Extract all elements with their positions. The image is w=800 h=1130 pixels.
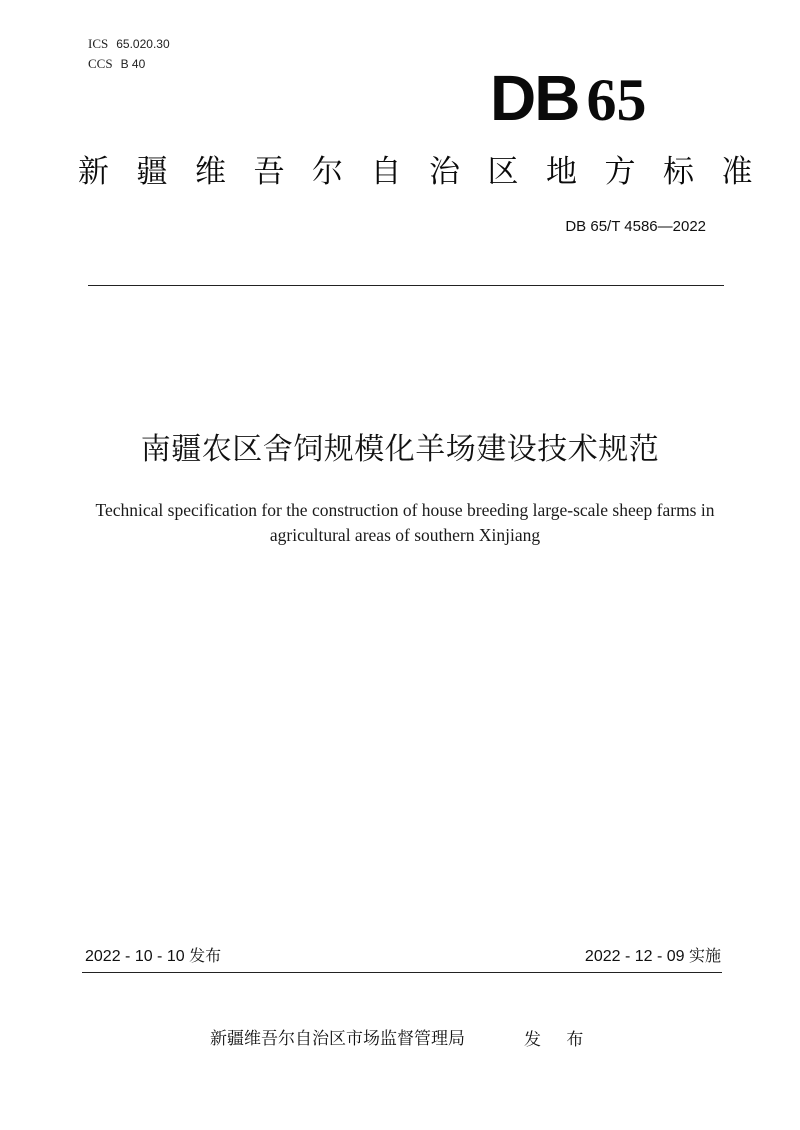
db-logo (490, 62, 647, 134)
ccs-code: B 40 (120, 57, 146, 71)
issue-date: 2022 - 10 - 10 发布 (85, 948, 222, 965)
publish-action: 发 布 (524, 1030, 594, 1050)
header-divider (88, 285, 724, 286)
ccs-label: CCS (88, 56, 113, 71)
db-letters: DB (490, 62, 579, 134)
title-chinese: 南疆农区舍饲规模化羊场建设技术规范 (140, 432, 660, 467)
footer-divider (82, 972, 722, 973)
db-region-code: 65 (586, 67, 647, 133)
effective-date: 2022 - 12 - 09 实施 (584, 948, 721, 965)
standard-number: DB 65/T 4586—2022 (565, 218, 706, 235)
ccs-line (88, 56, 145, 72)
ics-code: 65.020.30 (116, 37, 170, 51)
ics-label: ICS (88, 36, 109, 51)
title-english: Technical specification for the construction of house breeding large-scale sheep farms in agricultural areas of southern Xinjiang (95, 500, 715, 545)
publisher-name: 新疆维吾尔自治区市场监督管理局 (210, 1029, 465, 1049)
ics-line (88, 36, 170, 52)
standard-type-heading: 新疆维吾尔自治区地方标准 (78, 154, 780, 190)
